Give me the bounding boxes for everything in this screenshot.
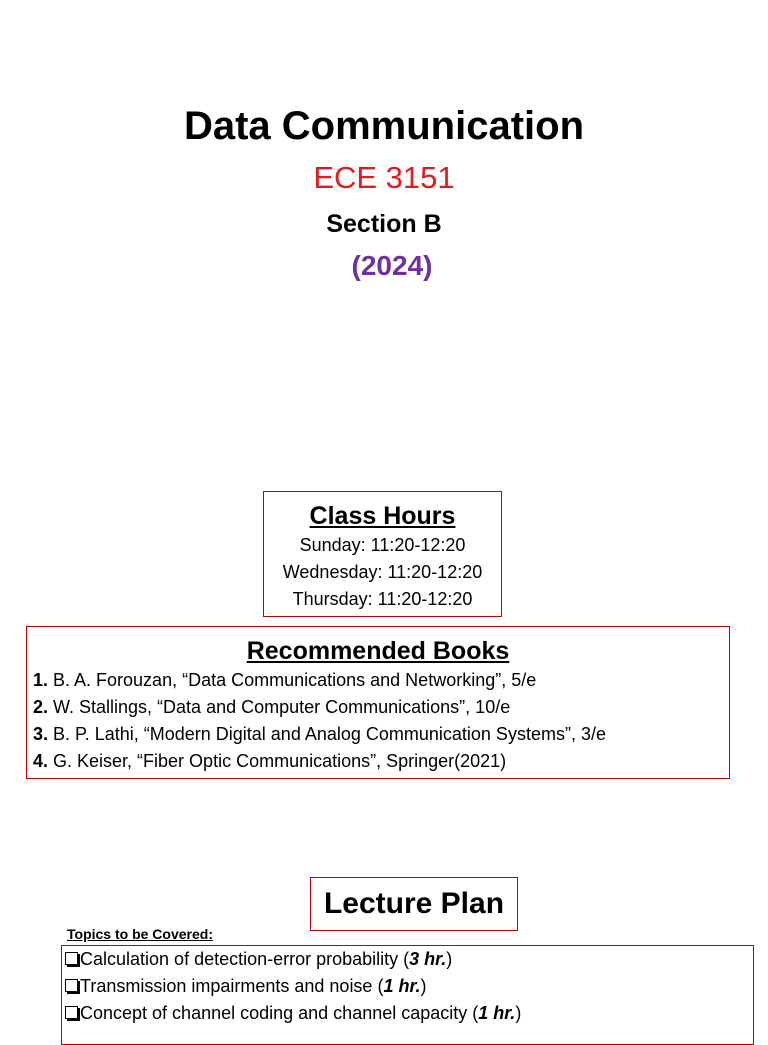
book-item — [27, 667, 729, 694]
book-item — [27, 694, 729, 721]
class-hours-title: Class Hours — [309, 502, 456, 530]
topics-label: Topics to be Covered: — [67, 926, 213, 942]
topic-close: ) — [515, 1003, 522, 1023]
topic-item — [62, 973, 753, 1000]
book-text: B. A. Forouzan, “Data Communications and Networking”, 5/e — [48, 670, 537, 690]
checkbox-bullet-icon — [65, 952, 78, 965]
book-number: 4. — [33, 751, 49, 771]
book-item — [27, 721, 729, 748]
topic-hours: 1 hr. — [478, 1003, 516, 1023]
topics-box — [61, 945, 754, 1045]
checkbox-bullet-icon — [65, 1006, 78, 1019]
book-text: W. Stallings, “Data and Computer Communications”, 10/e — [48, 697, 511, 717]
book-text: B. P. Lathi, “Modern Digital and Analog Communication Systems”, 3/e — [48, 724, 606, 744]
book-number: 2. — [33, 697, 49, 717]
class-hours-line: Wednesday: 11:20-12:20 — [282, 562, 483, 582]
topic-close: ) — [420, 976, 427, 996]
class-hours-line: Sunday: 11:20-12:20 — [299, 535, 466, 555]
recommended-books-title: Recommended Books — [246, 637, 510, 665]
book-item — [27, 748, 729, 775]
class-hours-box — [263, 491, 502, 617]
book-text: G. Keiser, “Fiber Optic Communications”, Springer(2021) — [48, 751, 507, 771]
page-title: Data Communication — [183, 104, 585, 148]
book-number: 1. — [33, 670, 49, 690]
recommended-books-box — [26, 626, 730, 779]
topic-text: Calculation of detection-error probability ( — [80, 949, 410, 969]
topic-hours: 3 hr. — [409, 949, 447, 969]
lecture-plan-box — [310, 877, 518, 931]
topic-text: Transmission impairments and noise ( — [80, 976, 384, 996]
topic-close: ) — [446, 949, 453, 969]
topic-item — [62, 946, 753, 973]
lecture-plan-title: Lecture Plan — [323, 887, 505, 920]
section-label: Section B — [326, 210, 442, 238]
topic-item — [62, 1000, 753, 1027]
year-label: (2024) — [351, 250, 433, 281]
book-number: 3. — [33, 724, 49, 744]
topic-text: Concept of channel coding and channel capacity ( — [80, 1003, 479, 1023]
course-code: ECE 3151 — [313, 160, 455, 195]
topic-hours: 1 hr. — [383, 976, 421, 996]
class-hours-line: Thursday: 11:20-12:20 — [292, 589, 473, 609]
checkbox-bullet-icon — [65, 979, 78, 992]
